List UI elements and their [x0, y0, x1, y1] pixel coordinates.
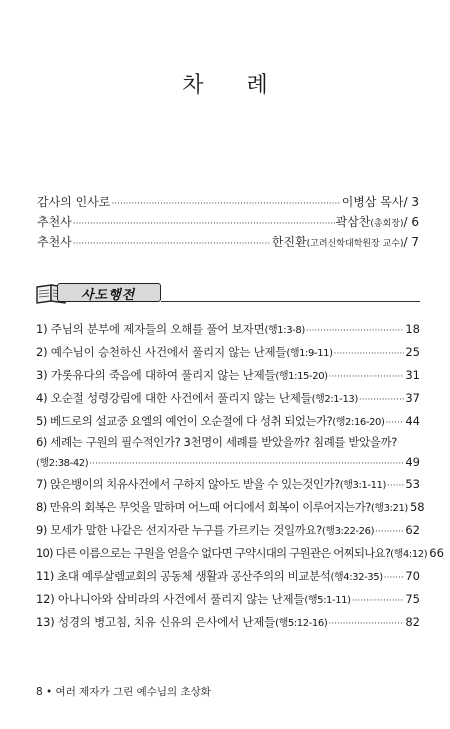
- toc-entry-title: 2) 예수님이 승천하신 사건에서 풀리지 않는 난제들(행1:9-11): [36, 345, 333, 359]
- leader-dots: [334, 343, 405, 366]
- toc-entry-page: 31: [405, 368, 420, 382]
- page-title: 차 례: [182, 73, 286, 98]
- leader-dots: [89, 454, 404, 475]
- toc-entry-page: 70: [405, 569, 420, 583]
- toc-entry-page: 44: [405, 414, 420, 428]
- front-matter-item: [37, 233, 419, 252]
- section-banner: [35, 282, 420, 304]
- toc-entry: [36, 364, 420, 387]
- leader-dots: [387, 475, 404, 498]
- front-matter-item: [37, 193, 419, 212]
- toc-entry: [36, 496, 425, 519]
- toc-entry: [36, 519, 420, 542]
- toc-entry: [36, 611, 420, 634]
- toc-entry: [36, 341, 420, 364]
- toc-entry: [36, 387, 420, 410]
- front-matter-page: / 7: [403, 235, 419, 249]
- toc-entry-title: 10) 다른 이름으로는 구원을 얻을수 없다면 구약시대의 구원관은 어찌되나요?(행4:12): [36, 546, 428, 560]
- toc-entry-page: 49: [405, 455, 420, 469]
- toc-entry-page: 53: [405, 477, 420, 491]
- toc-entry-page: 62: [405, 523, 420, 537]
- leader-dots: [329, 366, 405, 389]
- front-matter-label: 추천사: [37, 215, 72, 229]
- leader-dots: [352, 590, 405, 613]
- toc-entry-page: 37: [405, 391, 420, 405]
- toc-entry: [36, 410, 420, 433]
- toc-entry-page: 75: [405, 592, 420, 606]
- leader-dots: [386, 412, 405, 435]
- toc-entry: [36, 565, 420, 588]
- toc-entry-title: 5) 베드로의 설교중 요엘의 예언이 오순절에 다 성취 되었는가?(행2:16-20): [36, 414, 385, 428]
- toc-entry-title: 8) 만유의 회복은 무엇을 말하며 어느때 어디에서 회복이 이루어지는가?(행3:21): [36, 500, 408, 514]
- leader-dots: [73, 215, 335, 234]
- toc-entry-title: 4) 오순절 성령강림에 대한 사건에서 풀리지 않는 난제들(행2:1-13): [36, 391, 358, 405]
- front-matter-label: 추천사: [37, 235, 72, 249]
- section-rule: [161, 301, 420, 302]
- leader-dots: [306, 320, 405, 343]
- leader-dots: [375, 521, 404, 544]
- toc-entry-page: 58: [409, 500, 425, 514]
- front-matter-page: / 6: [403, 215, 419, 229]
- toc-entry-ref: (행2:38-42): [36, 458, 89, 469]
- toc-entry-title: 7) 앉은뱅이의 치유사건에서 구하지 않아도 받을 수 있는것인가?(행3:1-11): [36, 477, 387, 491]
- toc-entry: [36, 588, 420, 611]
- toc-entry-page: 66: [429, 546, 444, 560]
- page-footer: 8 • 여러 제자가 그린 예수님의 초상화: [36, 686, 211, 698]
- toc-entry-page: 82: [405, 615, 420, 629]
- toc-entry-title: 13) 성경의 병고침, 치유 신유의 은사에서 난제들(행5:12-16): [36, 615, 328, 629]
- front-matter-author: 한진환(고려신학대학원장 교수): [271, 235, 404, 249]
- toc-entry-title: 1) 주님의 분부에 제자들의 오해를 풀어 보자면(행1:3-8): [36, 322, 305, 336]
- section-label: 사도행전: [81, 288, 136, 303]
- toc-entry-title: 12) 아나니아와 삽비라의 사건에서 풀리지 않는 난제들(행5:1-11): [36, 592, 351, 606]
- leader-dots: [111, 195, 340, 214]
- toc-entry-page: 25: [405, 345, 420, 359]
- toc-entry: [36, 473, 420, 496]
- leader-dots: [73, 235, 271, 254]
- front-matter-item: [37, 213, 419, 232]
- leader-dots: [359, 389, 404, 412]
- front-matter-label: 감사의 인사로: [37, 195, 111, 209]
- toc-entry-title: 11) 초대 예루살렘교회의 공동체 생활과 공산주의의 비교분석(행4:32-35): [36, 569, 383, 583]
- toc-entry-page: 18: [405, 322, 420, 336]
- toc-entry-title: 9) 모세가 말한 나같은 선지자란 누구를 가르키는 것일까요?(행3:22-26): [36, 523, 375, 537]
- toc-entry: [36, 542, 444, 565]
- toc-list: [36, 318, 444, 634]
- toc-entry-title: 6) 세례는 구원의 필수적인가? 3천명이 세례를 받았을까? 침례를 받았을까?: [36, 435, 397, 449]
- toc-entry: [36, 433, 420, 473]
- front-matter-page: / 3: [403, 195, 419, 209]
- toc-entry: [36, 318, 420, 341]
- leader-dots: [328, 613, 404, 636]
- leader-dots: [384, 567, 405, 590]
- front-matter-author: 곽삼찬(총회장): [335, 215, 404, 229]
- front-matter-author: 이병삼 목사: [341, 195, 404, 209]
- toc-entry-title: 3) 가롯유다의 죽음에 대하여 풀리지 않는 난제들(행1:15-20): [36, 368, 328, 382]
